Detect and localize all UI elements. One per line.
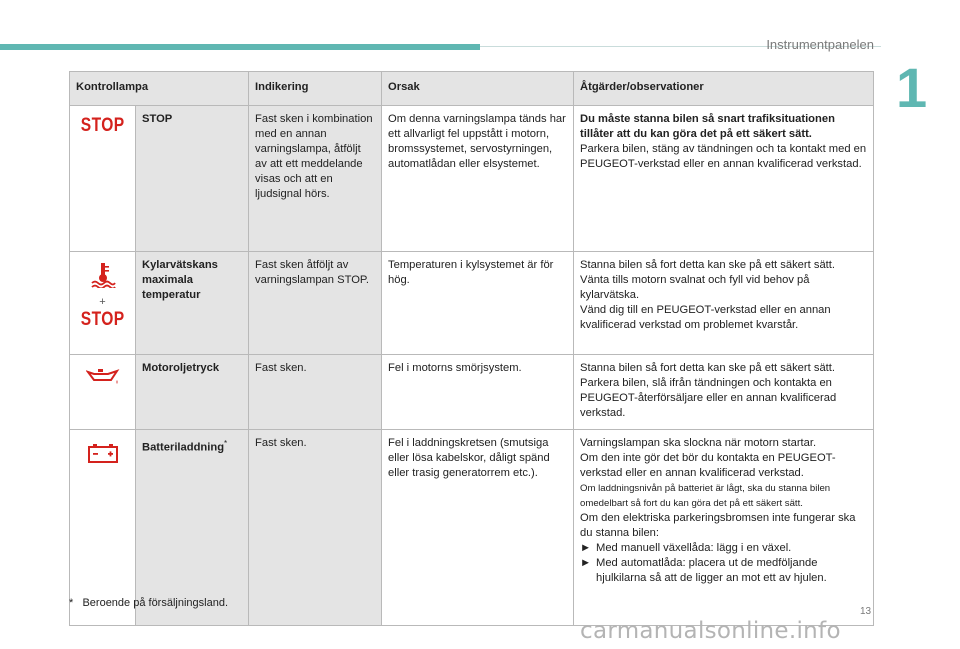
list-item: ► Med automatlåda: placera ut de medföljande hjulkilarna så att de ligger an mot ett av hjulen.: [580, 557, 827, 584]
lamp-name-text: Batteriladdning: [142, 441, 225, 454]
arrow-bullet-icon: ►: [580, 557, 592, 569]
header-atgarder: Åtgärder/observationer: [574, 72, 874, 106]
cause: Fel i laddningskretsen (smutsiga eller lösa kabelskor, dåligt spänd eller trasig generatorrem etc.).: [382, 430, 574, 626]
action-text: Vänd dig till en PEUGEOT-verkstad eller en annan kvalificerad verkstad om problemet kvarstår.: [580, 304, 831, 331]
action-small-text: Om laddningsnivån på batteriet är lågt, ska du stanna bilen omedelbart så fort du kan göra det på ett säkert sätt.: [580, 483, 831, 509]
footnote-text: Beroende på försäljningsland.: [82, 597, 228, 609]
section-title: Instrumentpanelen: [766, 37, 874, 52]
page-number: 13: [860, 606, 872, 617]
coolant-temperature-icon: [89, 262, 117, 288]
footnote-mark: *: [224, 439, 228, 448]
cause: Om denna varningslampa tänds har ett allvarligt fel uppstått i motorn, bromssystemet, servostyrningen, automatlådan eller elsystemet.: [382, 106, 574, 252]
table-header-row: [70, 72, 874, 106]
header-kontrollampa: Kontrollampa: [70, 72, 249, 106]
indication: Fast sken.: [249, 355, 382, 430]
chapter-number: 1: [896, 56, 928, 119]
action: [574, 252, 874, 355]
top-accent-bar: [0, 44, 480, 50]
stop-warning-icon: STOP: [80, 115, 125, 136]
action-text: Om den elektriska parkeringsbromsen inte fungerar ska du stanna bilen:: [580, 512, 856, 539]
action-bold: Du måste stanna bilen så snart trafiksituationen tillåter att du kan göra det på ett säkert sätt.: [580, 113, 835, 140]
footnote: [69, 597, 228, 609]
cause: Temperaturen i kylsystemet är för hög.: [382, 252, 574, 355]
action-text: Parkera bilen, slå ifrån tändningen och kontakta en PEUGEOT-återförsäljare eller en annan kvalificerad verkstad.: [580, 377, 837, 419]
action-text: Om den inte gör det bör du kontakta en PEUGEOT-verkstad eller en annan kvalificerad verkstad.: [580, 452, 836, 479]
watermark: carmanualsonline.info: [580, 618, 841, 644]
header-orsak: Orsak: [382, 72, 574, 106]
action: [574, 106, 874, 252]
oil-pressure-icon: [86, 367, 120, 385]
icon-cell: [70, 355, 136, 430]
cause: Fel i motorns smörjsystem.: [382, 355, 574, 430]
arrow-bullet-icon: ►: [580, 542, 592, 554]
action: [574, 430, 874, 626]
lamp-name: STOP: [136, 106, 249, 252]
table-row: [70, 252, 874, 355]
lamp-name: Motoroljetryck: [136, 355, 249, 430]
battery-icon: [87, 442, 119, 464]
plus-sign: +: [99, 296, 106, 308]
footnote-mark: *: [69, 597, 74, 609]
stop-warning-icon: STOP: [80, 309, 125, 330]
lamp-name: Kylarvätskans maximala temperatur: [136, 252, 249, 355]
indication: Fast sken.: [249, 430, 382, 626]
action-text: Stanna bilen så fort detta kan ske på ett säkert sätt.: [580, 362, 835, 374]
action-text: Varningslampan ska slockna när motorn startar.: [580, 437, 817, 449]
warning-lamp-table: [69, 71, 874, 626]
action-text: Parkera bilen, stäng av tändningen och ta kontakt med en PEUGEOT-verkstad eller en annan kvalificerad verkstad.: [580, 143, 867, 170]
indication: Fast sken åtföljt av varningslampan STOP.: [249, 252, 382, 355]
action: [574, 355, 874, 430]
table-row: [70, 355, 874, 430]
action-text: Vänta tills motorn svalnat och fyll vid behov på kylarvätska.: [580, 274, 810, 301]
icon-cell: [70, 252, 136, 355]
indication: Fast sken i kombination med en annan varningslampa, åtföljt av att ett meddelande visas och att en ljudsignal hörs.: [249, 106, 382, 252]
table-row: [70, 106, 874, 252]
list-item: ► Med manuell växellåda: lägg i en växel.: [580, 542, 792, 554]
action-text: Stanna bilen så fort detta kan ske på ett säkert sätt.: [580, 259, 835, 271]
icon-cell: [70, 106, 136, 252]
header-indikering: Indikering: [249, 72, 382, 106]
